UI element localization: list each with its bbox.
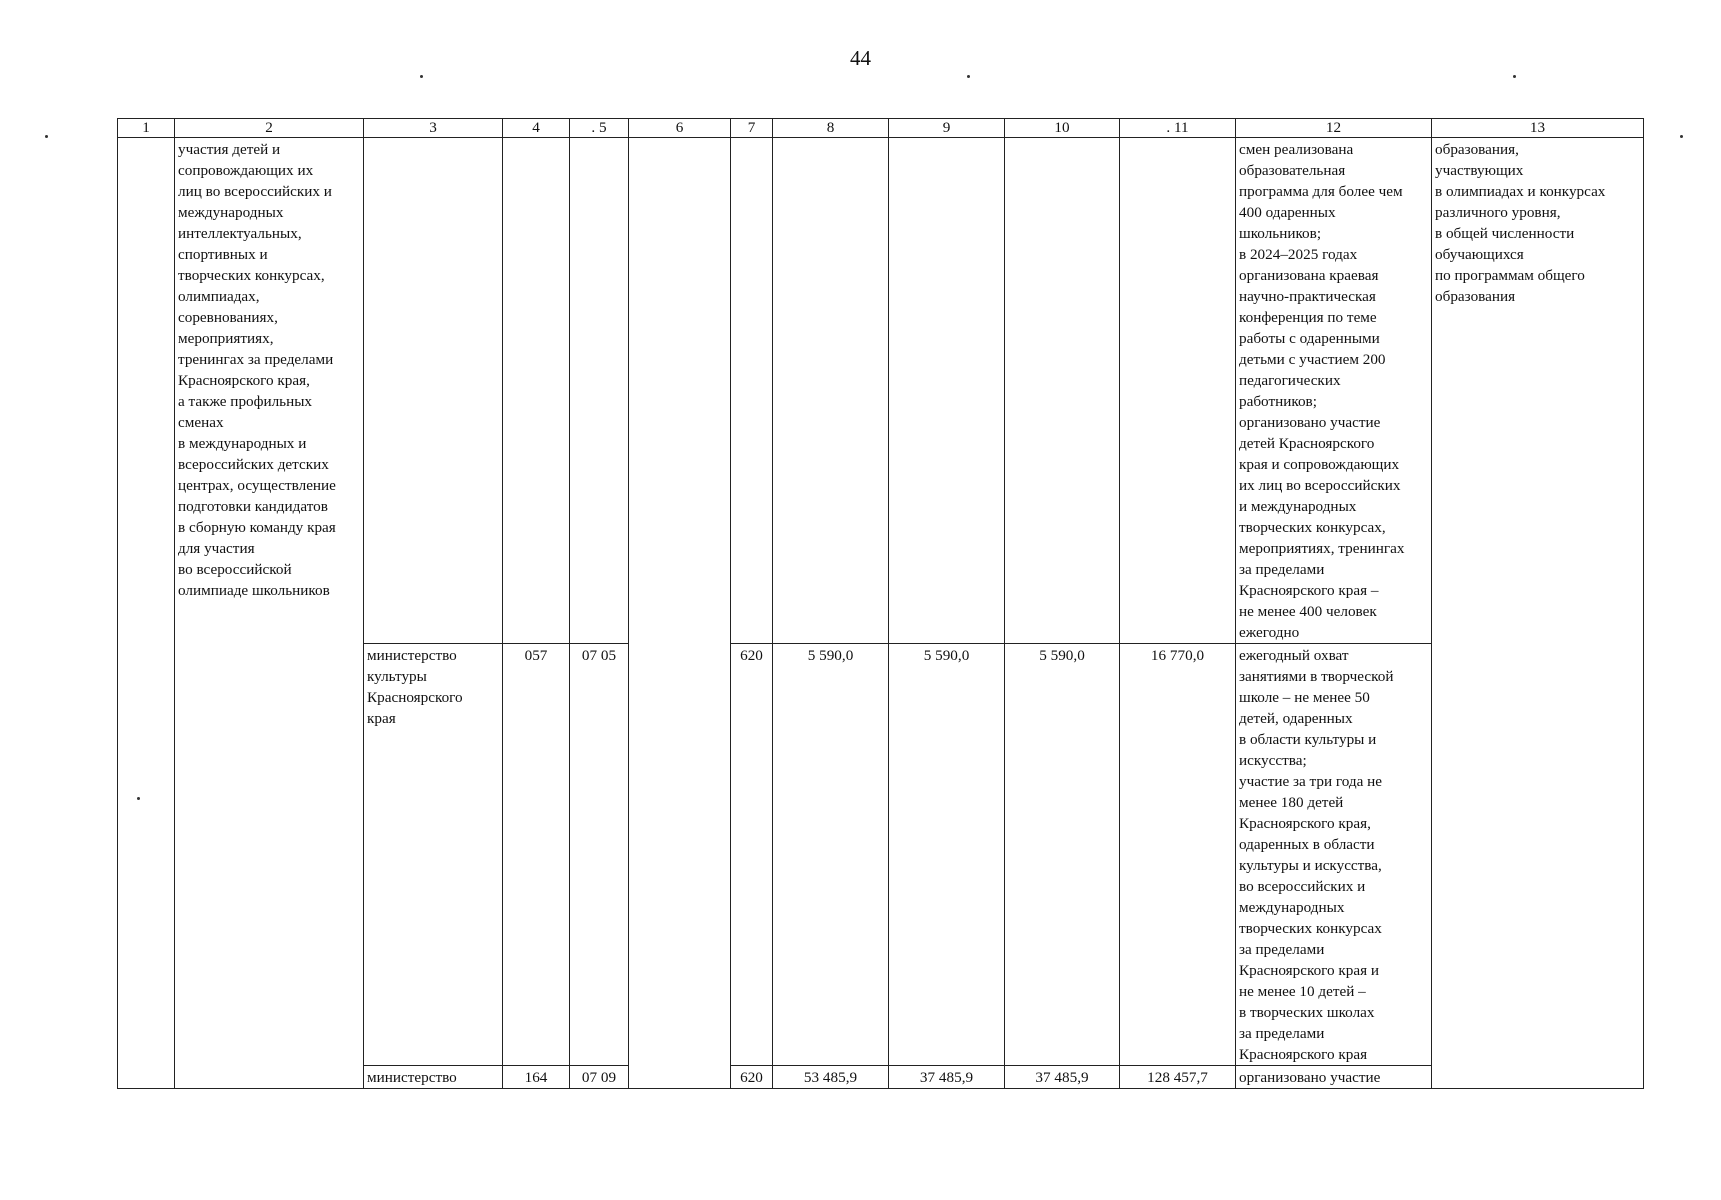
amount-year1-cell: 53 485,9: [773, 1066, 889, 1089]
row-number-cell: [118, 138, 175, 1089]
scan-speck: [967, 75, 970, 78]
col-header-11: . 11: [1120, 119, 1236, 138]
section-code-cell: 07 09: [570, 1066, 629, 1089]
expected-result-cell: смен реализована образовательная программа для более чем 400 одаренных школьников; в 2024–2025 годах организована краевая научно-практическая конференция по теме работы с одаренными детьми с участием 200 педагогических работников; организовано участие детей Красноярского края и сопровождающих их лиц во всероссийских и международных творческих конкурсах, мероприятиях, тренингах за пределами Красноярского края – не менее 400 человек ежегодно: [1236, 138, 1432, 644]
col-header-13: 13: [1432, 119, 1644, 138]
amount-total-cell: 16 770,0: [1120, 644, 1236, 1066]
scan-speck: [45, 135, 48, 138]
gpbs-code-cell: 164: [503, 1066, 570, 1089]
col-header-4: 4: [503, 119, 570, 138]
page-number: 44: [850, 46, 871, 70]
amount-year1-cell: 5 590,0: [773, 644, 889, 1066]
section-code-cell: 07 05: [570, 644, 629, 1066]
col-header-1: 1: [118, 119, 175, 138]
empty-cell: [570, 138, 629, 644]
col-header-9: 9: [889, 119, 1005, 138]
col-header-5: . 5: [570, 119, 629, 138]
program-table: [117, 118, 1644, 1089]
col-header-8: 8: [773, 119, 889, 138]
scan-speck: [1680, 135, 1683, 138]
empty-cell: [1120, 138, 1236, 644]
measure-description: участия детей и сопровождающих их лиц во всероссийских и международных интеллектуальных, спортивных и творческих конкурсах, олимпиадах, соревнованиях, мероприятиях, тренингах за пределами Красноярского края, а также профильных сменах в международных и всероссийских детских центрах, осуществление подготовки кандидатов в сборную команду края для участия во всероссийской олимпиаде школьников: [175, 138, 364, 1089]
scan-speck: [420, 75, 423, 78]
col-header-7: 7: [731, 119, 773, 138]
amount-year2-cell: 5 590,0: [889, 644, 1005, 1066]
expense-type-cell: 620: [731, 644, 773, 1066]
col-header-6: 6: [629, 119, 731, 138]
executor-cell: министерство культуры Красноярского края: [364, 644, 503, 1066]
expense-type-cell: 620: [731, 1066, 773, 1089]
gpbs-code-cell: 057: [503, 644, 570, 1066]
col-header-3: 3: [364, 119, 503, 138]
amount-year3-cell: 37 485,9: [1005, 1066, 1120, 1089]
col-header-12: 12: [1236, 119, 1432, 138]
amount-year3-cell: 5 590,0: [1005, 644, 1120, 1066]
executor-cell: министерство: [364, 1066, 503, 1089]
column-number-row: [118, 119, 1644, 138]
indicator-cell: образования, участвующих в олимпиадах и конкурсах различного уровня, в общей численности обучающихся по программам общего образования: [1432, 138, 1644, 1089]
empty-cell: [889, 138, 1005, 644]
col-header-10: 10: [1005, 119, 1120, 138]
empty-cell: [629, 138, 731, 1089]
expected-result-cell: ежегодный охват занятиями в творческой школе – не менее 50 детей, одаренных в области культуры и искусства; участие за три года не менее 180 детей Красноярского края, одаренных в области культуры и искусства, во всероссийских и международных творческих конкурсах за пределами Красноярского края и не менее 10 детей – в творческих школах за пределами Красноярского края: [1236, 644, 1432, 1066]
amount-year2-cell: 37 485,9: [889, 1066, 1005, 1089]
col-header-2: 2: [175, 119, 364, 138]
empty-cell: [503, 138, 570, 644]
empty-cell: [364, 138, 503, 644]
table-row: [118, 138, 1644, 644]
empty-cell: [731, 138, 773, 644]
amount-total-cell: 128 457,7: [1120, 1066, 1236, 1089]
scan-speck: [1513, 75, 1516, 78]
empty-cell: [773, 138, 889, 644]
expected-result-cell: организовано участие: [1236, 1066, 1432, 1089]
empty-cell: [1005, 138, 1120, 644]
